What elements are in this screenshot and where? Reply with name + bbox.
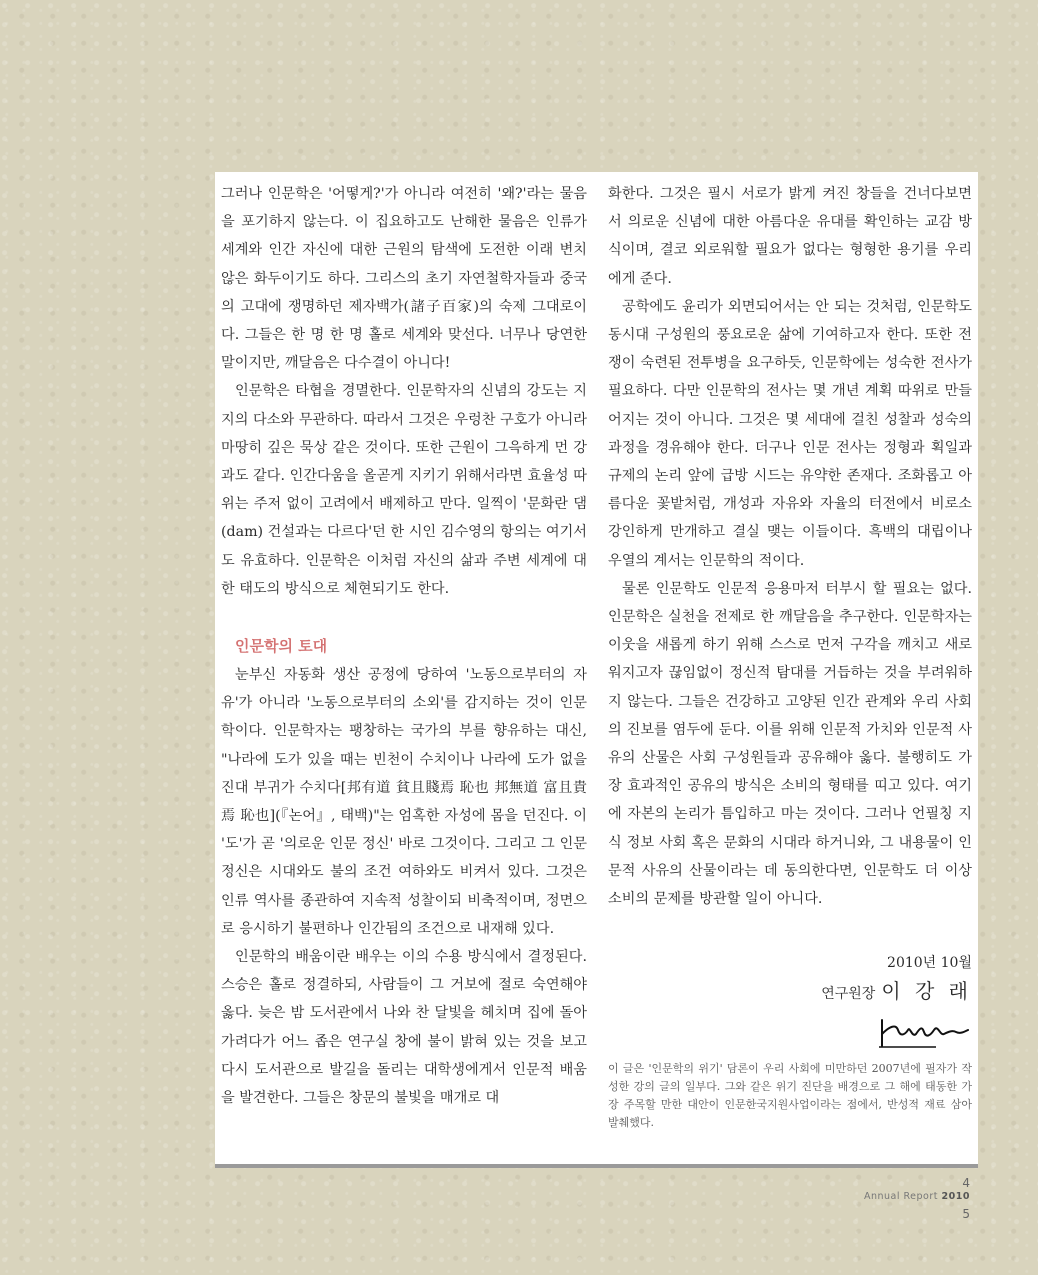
page-number-right: 5 <box>962 1207 970 1221</box>
paragraph: 화한다. 그것은 필시 서로가 밝게 켜진 창들을 건너다보면서 의로운 신념에 대한 아름다운 유대를 확인하는 교감 방식이며, 결코 외로워할 필요가 없다는 형형한 용기를 우리에게 준다. <box>608 186 972 287</box>
signature-date: 2010년 10월 <box>887 955 972 971</box>
page-number-left: 4 <box>962 1176 970 1190</box>
paragraph: 그러나 인문학은 '어떻게?'가 아니라 여전히 '왜?'라는 물음을 포기하지 않는다. 이 집요하고도 난해한 물음은 인류가 세계와 인간 자신에 대한 근원의 탐색에 도전한 이래 변치 않은 화두이기도 하다. 그리스의 초기 자연철학자들과 중국의 고대에 쟁명하던 제자백가(諸子百家)의 숙제 그대로이다. 그들은 한 명 한 명 홀로 세계와 맞선다. 너무나 당연한 말이지만, 깨달음은 다수결이 아니다! <box>221 186 587 372</box>
section-heading: 인문학의 토대 <box>235 637 328 656</box>
signature-block <box>672 950 972 1009</box>
paragraph: 눈부신 자동화 생산 공정에 당하여 '노동으로부터의 자유'가 아니라 '노동으로부터의 소외'를 감지하는 것이 인문학이다. 인문학자는 팽창하는 국가의 부를 향유하는 대신, "나라에 도가 있을 때는 빈천이 수치이나 나라에 도가 없을진대 부귀가 수치다[邦有道 貧且賤焉 恥也 邦無道 富且貴焉 恥也](『논어』, 태백)"는 엄혹한 자성에 몸을 던진다. 이 '도'가 곧 '의로운 인문 정신' 바로 그것이다. 그리고 그 인문 정신은 시대와도 불의 조건 여하와도 비켜서 있다. 그것은 인류 역사를 종관하여 지속적 성찰이되 비축적이며, 정면으로 응시하기 불편하나 인간됨의 조건으로 내재해 있다. <box>221 667 587 937</box>
report-year: 2010 <box>941 1191 970 1202</box>
report-label-text: Annual Report <box>863 1191 939 1202</box>
paragraph: 인문학의 배움이란 배우는 이의 수용 방식에서 결정된다. 스승은 홀로 정결하되, 사람들이 그 거보에 절로 숙연해야 옳다. 늦은 밤 도서관에서 나와 찬 달빛을 헤치며 집에 돌아가려다가 어느 좁은 연구실 창에 불이 밝혀 있는 것을 보고 다시 도서관으로 발길을 돌리는 대학생에게서 인문적 배움을 발견한다. 그들은 창문의 불빛을 매개로 대 <box>221 949 587 1107</box>
left-column <box>221 180 587 1112</box>
signature-name: 이 강 래 <box>881 979 972 1003</box>
report-label <box>864 1190 970 1204</box>
signature-title: 연구원장 <box>821 986 876 1002</box>
signature-line <box>672 976 972 1009</box>
right-column <box>608 180 972 913</box>
paragraph: 공학에도 윤리가 외면되어서는 안 되는 것처럼, 인문학도 동시대 구성원의 풍요로운 삶에 기여하고자 한다. 또한 전쟁이 숙련된 전투병을 요구하듯, 인문학에는 성숙한 전사가 필요하다. 다만 인문학의 전사는 몇 개년 계획 따위로 만들어지는 것이 아니다. 그것은 몇 세대에 걸친 성찰과 성숙의 과정을 경유해야 한다. 더구나 인문 전사는 정형과 획일과 규제의 논리 앞에 급방 시드는 유약한 존재다. 조화롭고 아름다운 꽃밭처럼, 개성과 자유와 자율의 터전에서 비로소 강인하게 만개하고 결실 맺는 이들이다. 흑백의 대립이나 우열의 계서는 인문학의 적이다. <box>608 298 972 569</box>
page-paper <box>215 172 978 1166</box>
paragraph: 물론 인문학도 인문적 응용마저 터부시 할 필요는 없다. 인문학은 실천을 전제로 한 깨달음을 추구한다. 인문학자는 이웃을 새롭게 하기 위해 스스로 먼저 구각을 깨치고 새로워지고자 끊임없이 정신적 탐대를 거듭하는 것을 부려워하지 않는다. 그들은 건강하고 고양된 인간 관계와 우리 사회의 진보를 염두에 둔다. 이를 위해 인문적 가치와 인문적 사유의 산물은 사회 구성원들과 공유해야 옳다. 불행히도 가장 효과적인 공유의 방식은 소비의 형태를 띠고 있다. 여기에 자본의 논리가 틈입하고 마는 것이다. 그러나 언필칭 지식 정보 사회 혹은 문화의 시대라 하거니와, 그 내용물이 인문적 사유의 산물이라는 데 동의한다면, 인문학도 더 이상 소비의 문제를 방관할 일이 아니다. <box>608 580 972 908</box>
paragraph: 인문학은 타협을 경멸한다. 인문학자의 신념의 강도는 지지의 다소와 무관하다. 따라서 그것은 우렁찬 구호가 아니라 마땅히 깊은 묵상 같은 것이다. 또한 근원이 그윽하게 먼 강과도 같다. 인간다움을 올곧게 지키기 위해서라면 효율성 따위는 주저 없이 고려에서 배제하고 만다. 일찍이 '문화란 댐(dam) 건설과는 다르다'던 한 시인 김수영의 항의는 여기서도 유효하다. 인문학은 이처럼 자신의 삶과 주변 세계에 대한 태도의 방식으로 체현되기도 한다. <box>221 383 587 597</box>
footnote: 이 글은 '인문학의 위기' 담론이 우리 사회에 미만하던 2007년에 필자가 작성한 강의 글의 일부다. 그와 같은 위기 진단을 배경으로 그 해에 태동한 가장 주목할 만한 대안이 인문한국지원사업이라는 점에서, 반성적 재료 삼아 발췌했다. <box>608 1062 972 1129</box>
handwritten-signature <box>876 1016 972 1050</box>
page-footer <box>864 1176 970 1224</box>
bottom-rule <box>215 1164 978 1168</box>
